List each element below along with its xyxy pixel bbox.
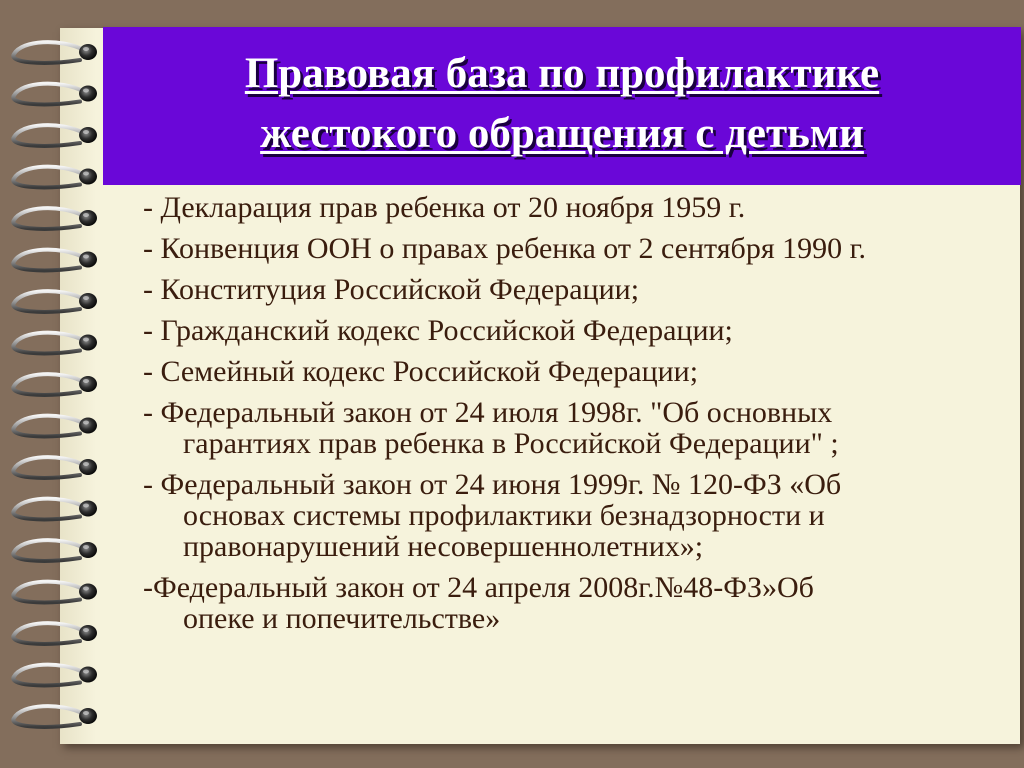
list-item-line: - Федеральный закон от 24 июня 1999г. № 120-ФЗ «Об [143,468,842,501]
spiral-ring-icon [13,706,97,727]
spiral-binding [0,0,110,768]
list-item-line: правонарушений несовершеннолетних»; [183,530,704,563]
list-item [143,192,1024,223]
list-item-line: - Федеральный закон от 24 июля 1998г. "Об основных [143,396,833,429]
list-item [143,233,1024,264]
slide-title [103,44,1021,164]
spiral-ring-icon [13,208,97,229]
spiral-ring-icon [13,457,97,478]
list-item-line: - Конституция Российской Федерации; [143,273,640,306]
list-item [143,572,1024,634]
list-item-line: - Декларация прав ребенка от 20 ноября 1959 г. [143,192,746,224]
spiral-ring-icon [13,167,97,188]
list-item-line: гарантиях прав ребенка в Российской Федерации" ; [183,427,839,460]
spiral-ring-icon [13,623,97,644]
list-item-line: -Федеральный закон от 24 апреля 2008г.№48-ФЗ»Об [143,571,814,604]
list-item [143,356,1024,387]
list-item [143,397,1024,459]
legal-basis-list [143,192,1024,644]
list-item [143,469,1024,562]
spiral-ring-icon [13,540,97,561]
spiral-ring-icon [13,42,97,63]
list-item [143,274,1024,305]
spiral-ring-icon [13,665,97,686]
spiral-ring-icon [13,582,97,603]
spiral-ring-icon [13,333,97,354]
spiral-ring-icon [13,499,97,520]
spiral-ring-icon [13,84,97,105]
list-item-line: - Конвенция ООН о правах ребенка от 2 сентября 1990 г. [143,232,867,265]
spiral-ring-icon [13,250,97,271]
list-item-line: - Гражданский кодекс Российской Федерации; [143,314,733,347]
slide-title-line-1: Правовая база по профилактике [244,50,880,97]
list-item-line: основах системы профилактики безнадзорности и [183,499,825,532]
spiral-ring-icon [13,291,97,312]
spiral-ring-icon [13,416,97,437]
list-item-line: - Семейный кодекс Российской Федерации; [143,355,699,388]
spiral-ring-icon [13,125,97,146]
slide-title-line-2: жестокого обращения с детьми [260,110,864,157]
spiral-ring-icon [13,374,97,395]
list-item-line: опеке и попечительстве» [183,602,501,635]
list-item [143,315,1024,346]
